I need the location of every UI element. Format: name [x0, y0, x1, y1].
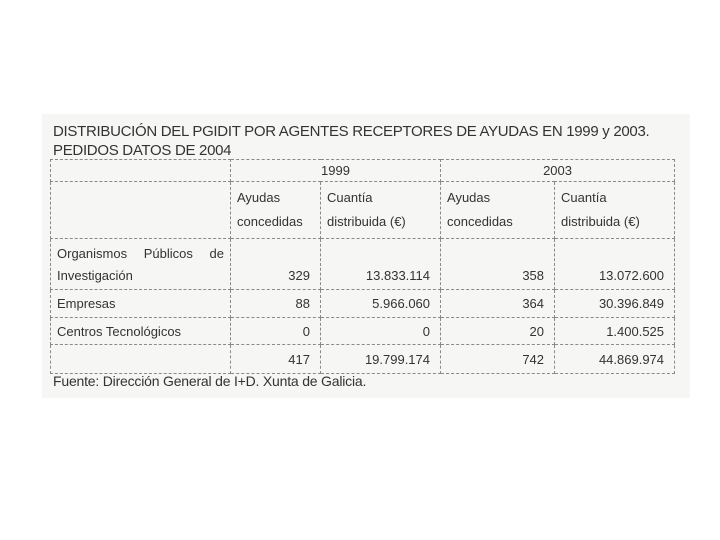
row-label-centros: Centros Tecnológicos: [51, 317, 231, 345]
source-note: Fuente: Dirección General de I+D. Xunta de Galicia.: [53, 373, 367, 389]
cuantia-1999-total: 19.799.174: [321, 345, 441, 374]
cuantia-header-line-1: Cuantía: [327, 190, 373, 206]
totals-row: [51, 345, 675, 374]
year-header-row: [51, 160, 675, 182]
year-2003-header: 2003: [441, 160, 675, 182]
ayudas-header-line-2: concedidas: [447, 214, 513, 230]
row-label-line-2: Investigación: [57, 268, 133, 284]
cuantia-header-line-2: distribuida (€): [327, 214, 406, 230]
ayudas-1999-cell: 329: [231, 239, 321, 290]
empty-label-cell: [51, 182, 231, 239]
ayudas-1999-total: 417: [231, 345, 321, 374]
title-line-1: DISTRIBUCIÓN DEL PGIDIT POR AGENTES RECEPTORES DE AYUDAS EN 1999 y 2003.: [53, 123, 650, 140]
table-row: [51, 317, 675, 345]
table-row: [51, 239, 675, 290]
row-label-organismos: [51, 239, 231, 290]
year-1999-header: 1999: [231, 160, 441, 182]
row-label-total: [51, 345, 231, 374]
ayudas-1999-cell: 88: [231, 290, 321, 318]
cuantia-2003-total: 44.869.974: [555, 345, 675, 374]
cuantia-header-line-2: distribuida (€): [561, 214, 640, 230]
cuantia-2003-cell: 30.396.849: [555, 290, 675, 318]
cuantia-header-2003: [555, 182, 675, 239]
subheader-row: [51, 182, 675, 239]
ayudas-header-line-1: Ayudas: [447, 190, 491, 206]
cuantia-1999-cell: 0: [321, 317, 441, 345]
cuantia-1999-cell: 13.833.114: [321, 239, 441, 290]
cuantia-header-1999: [321, 182, 441, 239]
ayudas-2003-total: 742: [441, 345, 555, 374]
row-label-line-1: Organismos Públicos de: [57, 246, 224, 262]
data-table: [50, 159, 675, 374]
cuantia-2003-cell: 1.400.525: [555, 317, 675, 345]
title-line-2: PEDIDOS DATOS DE 2004: [53, 142, 232, 159]
cuantia-header-line-1: Cuantía: [561, 190, 607, 206]
row-label-empresas: Empresas: [51, 290, 231, 318]
ayudas-header-line-1: Ayudas: [237, 190, 281, 206]
ayudas-1999-cell: 0: [231, 317, 321, 345]
ayudas-header-2003: [441, 182, 555, 239]
empty-corner-cell: [51, 160, 231, 182]
cuantia-1999-cell: 5.966.060: [321, 290, 441, 318]
table-row: [51, 290, 675, 318]
ayudas-2003-cell: 364: [441, 290, 555, 318]
ayudas-2003-cell: 358: [441, 239, 555, 290]
ayudas-header-line-2: concedidas: [237, 214, 303, 230]
document-scan: [42, 114, 690, 398]
ayudas-header-1999: [231, 182, 321, 239]
table-title: [53, 122, 649, 160]
cuantia-2003-cell: 13.072.600: [555, 239, 675, 290]
ayudas-2003-cell: 20: [441, 317, 555, 345]
